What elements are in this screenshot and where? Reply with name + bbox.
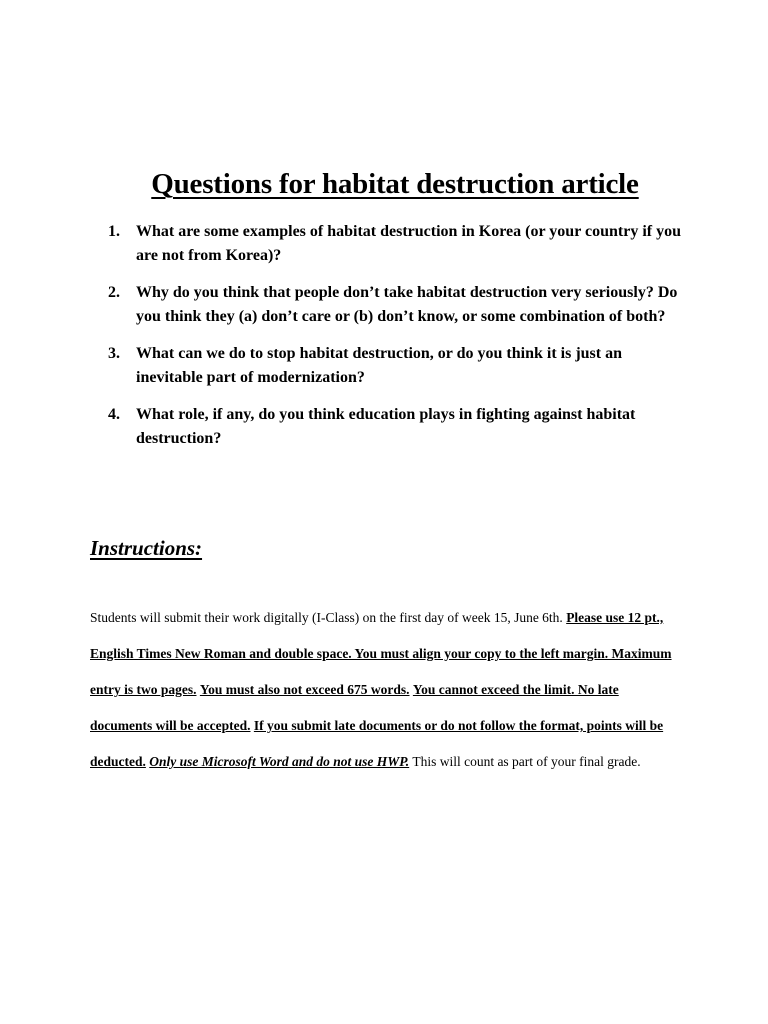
- penalty-text: If you submit late documents or do not follow the format, points will be deducted.: [90, 718, 664, 769]
- question-text: What are some examples of habitat destruction in Korea (or your country if you are not from Korea)?: [136, 223, 682, 264]
- question-text: What can we do to stop habitat destruction, or do you think it is just an inevitable part of modernization?: [136, 345, 622, 386]
- question-list: [108, 220, 688, 464]
- instructions-text: Students will submit their work digitally (I-Class) on the first day of week 15, June 6th.: [90, 610, 567, 625]
- question-number: 2.: [108, 284, 120, 301]
- question-number: 3.: [108, 345, 120, 362]
- instructions-paragraph: [90, 600, 675, 780]
- format-requirements-text: Please use 12 pt., English Times New Roman and double space. You must align your copy to the left margin. Maximum entry is two pages.: [90, 610, 672, 697]
- software-requirement-text: Only use Microsoft Word and do not use HWP.: [149, 754, 410, 769]
- word-limit-text: You must also not exceed 675 words.: [199, 682, 410, 697]
- late-policy-text: You cannot exceed the limit. No late documents will be accepted.: [90, 682, 619, 733]
- instructions-heading: Instructions:: [90, 536, 203, 560]
- question-text: Why do you think that people don’t take habitat destruction very seriously? Do you think they (a) don’t care or (b) don’t know, or some combination of both?: [136, 284, 678, 325]
- question-item-4: [108, 403, 688, 450]
- question-item-1: [108, 220, 688, 267]
- question-text: What role, if any, do you think education plays in fighting against habitat destruction?: [136, 406, 636, 447]
- grade-note-text: This will count as part of your final grade.: [409, 754, 641, 769]
- document-title: Questions for habitat destruction article: [151, 168, 639, 200]
- question-item-3: [108, 342, 688, 389]
- question-number: 4.: [108, 406, 120, 423]
- question-number: 1.: [108, 223, 120, 240]
- question-item-2: [108, 281, 688, 328]
